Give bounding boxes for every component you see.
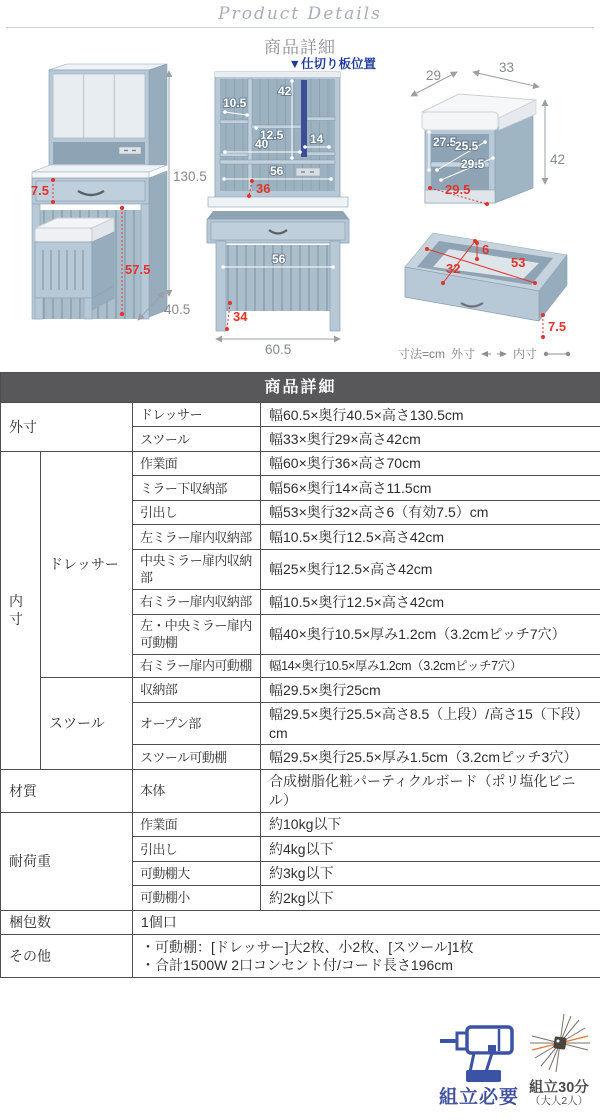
dim-inner-height: 42 (278, 84, 292, 98)
legend-unit: 寸法=cm (398, 347, 446, 361)
row-group-load: 耐荷重 (1, 812, 133, 910)
spec-item-cell: 左ミラー扉内収納部 (133, 525, 261, 549)
spec-item-cell: 引出し (133, 500, 261, 524)
dim-left-width: 10.5 (223, 96, 247, 110)
mirror-panels (53, 74, 145, 138)
legend-outer-label: 外寸 (451, 347, 476, 361)
spec-value-cell (133, 935, 600, 978)
spec-item-cell: 作業面 (133, 812, 261, 836)
dim-drawer-inner-height: 6 (482, 242, 490, 257)
dim-stool-inner-width: 29.5 (461, 157, 485, 171)
spec-value-cell: 幅56×奥行14×高さ11.5cm (261, 476, 600, 500)
spec-value-cell: 約2kg以下 (261, 886, 600, 910)
left-partition (248, 79, 252, 191)
outer-dim-arrow-icon (481, 350, 507, 358)
drawer-front (36, 181, 145, 201)
dim-shelf-width: 40 (255, 137, 269, 151)
spec-value-cell: 幅53×奥行32×高さ6（有効7.5）cm (261, 500, 600, 524)
spec-item-cell: 可動棚大 (133, 861, 261, 885)
spec-value-cell: 幅60×奥行36×高さ70cm (261, 451, 600, 475)
dim-dresser-width: 60.5 (265, 342, 292, 357)
spec-value-cell: 幅29.5×奥行25.5×高さ8.5（上段）/高さ15（下段）cm (261, 702, 600, 745)
row-group-material: 材質 (1, 769, 133, 812)
spec-item-cell: 左・中央ミラー扉内可動棚 (133, 614, 261, 654)
dim-lower-width: 56 (272, 252, 286, 266)
highlighted-partition (301, 80, 307, 157)
header-divider (6, 27, 594, 28)
dim-drawer-inner-depth: 32 (446, 261, 461, 276)
outlet-strip (296, 168, 320, 176)
spec-value-cell: 約3kg以下 (261, 861, 600, 885)
spec-value-cell: 幅10.5×奥行12.5×高さ42cm (261, 525, 600, 549)
spec-value-cell: 幅25×奥行12.5×高さ42cm (261, 549, 600, 589)
dim-drawer-inner-height: 7.5 (30, 183, 49, 198)
spec-table-title: 商品詳細 (1, 373, 600, 403)
spec-value-cell: 幅33×奥行29×高さ42cm (261, 427, 600, 451)
dim-stool-width: 33 (499, 60, 515, 75)
drawer-diagram (393, 223, 600, 348)
spec-value-cell: 幅14×奥行10.5×厚み1.2cm（3.2cmピッチ7穴） (261, 654, 600, 677)
dim-stool-base-width: 29.5 (445, 182, 471, 197)
spec-item-cell: オープン部 (133, 702, 261, 745)
page-title-ja: 商品詳細 (264, 38, 336, 57)
inner-dim-marker-icon (543, 350, 571, 358)
assembly-time-label: 組立30分 (529, 1080, 589, 1096)
spec-value-cell: 幅40×奥行10.5×厚み1.2cm（3.2cmピッチ7穴） (261, 614, 600, 654)
dim-dresser-height: 130.5 (173, 169, 207, 184)
other-line-2: ・合計1500W 2口コンセント付/コード長さ196cm (141, 957, 453, 974)
dim-upper-width: 56 (270, 164, 284, 178)
spec-item-cell: 本体 (133, 769, 261, 812)
row-group-inner-dresser: ドレッサー (41, 451, 133, 677)
dimension-legend (398, 345, 594, 362)
row-group-inner-stool: スツール (41, 678, 133, 770)
dim-drawer-inner-width: 53 (511, 255, 526, 270)
spec-table (0, 372, 600, 978)
dim-desk-depth: 36 (256, 181, 271, 196)
stool-diagram (393, 58, 598, 223)
dim-drawer-front-height: 7.5 (548, 319, 567, 334)
row-group-packing: 梱包数 (1, 910, 133, 934)
spec-value-cell: 約4kg以下 (261, 837, 600, 861)
dim-stool-depth: 29 (426, 68, 442, 83)
dim-shelf-depth: 12.5 (260, 128, 284, 142)
spec-item-cell: 中央ミラー扉内収納部 (133, 549, 261, 589)
spec-item-cell: ドレッサー (133, 403, 261, 427)
dresser-stool-diagram (18, 58, 210, 370)
spec-item-cell: 引出し (133, 837, 261, 861)
mirror-cabinet (49, 64, 167, 170)
dim-stool-inner-depth: 25.5 (455, 139, 479, 153)
dim-dresser-depth: 40.5 (164, 302, 191, 317)
row-group-outer: 外寸 (1, 403, 133, 452)
spec-value-cell: 合成樹脂化粧パーティクルボード（ポリ塩化ビニル） (261, 769, 600, 812)
spec-value-cell: 幅10.5×奥行12.5×高さ42cm (261, 590, 600, 614)
spec-item-cell: スツール可動棚 (133, 745, 261, 769)
legend-inner-label: 内寸 (513, 347, 538, 361)
dim-stool-inner-height: 27.5 (433, 135, 457, 149)
spec-item-cell: ミラー下収納部 (133, 476, 261, 500)
dim-knee-height: 57.5 (125, 262, 151, 277)
spec-item-cell: 作業面 (133, 451, 261, 475)
spec-value-cell: 1個口 (133, 910, 600, 934)
desk-open-drawer (207, 197, 349, 243)
other-line-1: ・可動棚：[ドレッサー]大2枚、小2枚、[スツール]1枚 (141, 938, 474, 955)
assembly-time-icon (527, 1014, 593, 1074)
row-group-other: その他 (1, 935, 133, 978)
row-group-inner: 内寸 (1, 451, 41, 769)
stool-cushion (422, 112, 498, 130)
spec-item-cell: スツール (133, 427, 261, 451)
drill-icon (440, 1020, 518, 1082)
spec-value-cell: 幅29.5×奥行25.5×厚み1.5cm（3.2cmピッチ3穴） (261, 745, 600, 769)
dim-right-width: 14 (310, 132, 324, 146)
open-dresser-diagram (193, 55, 378, 360)
dim-leg-height: 34 (233, 309, 248, 324)
spec-value-cell: 幅60.5×奥行40.5×高さ130.5cm (261, 403, 600, 427)
outlet-strip (119, 147, 141, 154)
spec-item-cell: 可動棚小 (133, 886, 261, 910)
spec-item-cell: 収納部 (133, 678, 261, 702)
stool-cushion (35, 228, 92, 242)
page-title-en: Product Details (218, 4, 382, 24)
assembly-people-label: （大人2人） (529, 1095, 589, 1107)
partition-position-label: ▼仕切り板位置 (288, 57, 376, 71)
dim-stool-height: 42 (550, 152, 566, 167)
spec-value-cell: 幅29.5×奥行25cm (261, 678, 600, 702)
spec-item-cell: 右ミラー扉内収納部 (133, 590, 261, 614)
assembly-required-label: 組立必要 (438, 1087, 519, 1108)
spec-item-cell: 右ミラー扉内可動棚 (133, 654, 261, 677)
spec-value-cell: 約10kg以下 (261, 812, 600, 836)
